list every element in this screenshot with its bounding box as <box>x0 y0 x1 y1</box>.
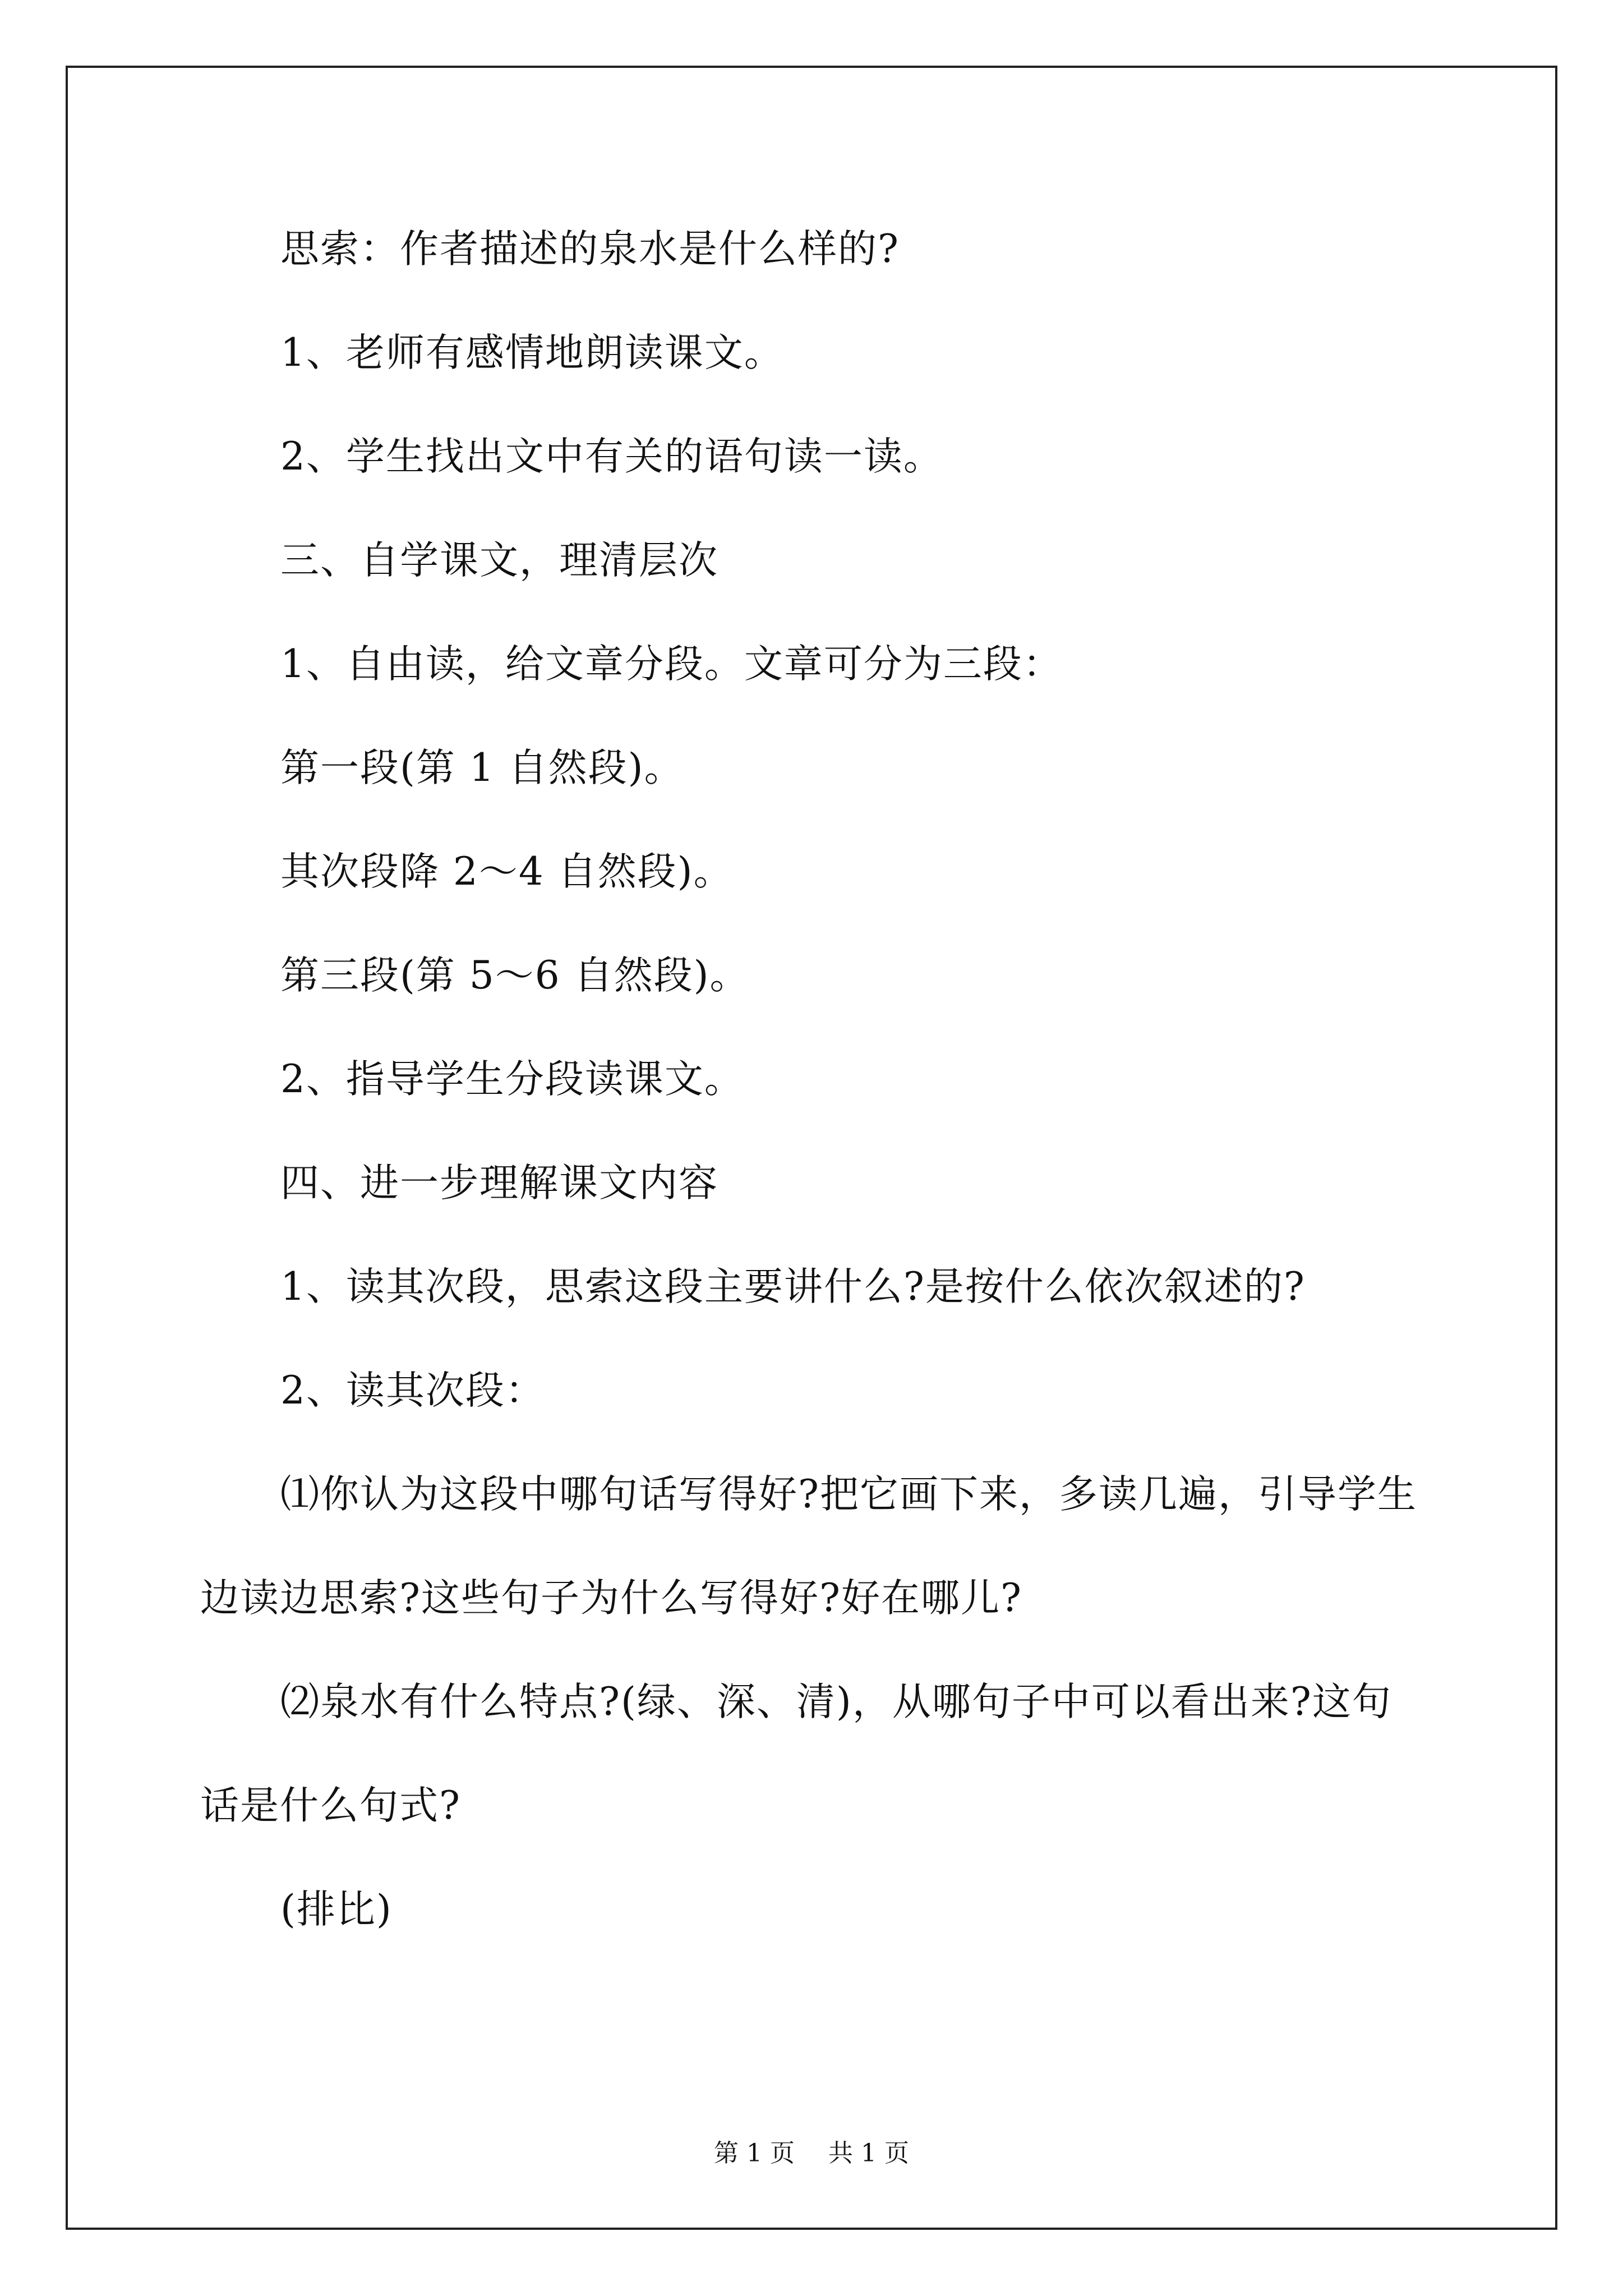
text-line: 第一段(第 1 自然段)。 <box>280 746 684 790</box>
text-line: 2、指导学生分段读课文。 <box>280 1057 744 1102</box>
text-line: 1、老师有感情地朗读课文。 <box>280 330 784 375</box>
text-line: ⑵泉水有什么特点?(绿、深、清)，从哪句子中可以看出来?这句 <box>280 1680 1392 1724</box>
text-line: 第三段(第 5～6 自然段)。 <box>280 953 750 998</box>
text-line: 其次段降 2～4 自然段)。 <box>280 849 734 894</box>
section-heading: 三、自学课文，理清层次 <box>280 538 718 583</box>
text-line: (排比) <box>280 1887 393 1932</box>
page-total: 共 1 页 <box>828 2139 909 2168</box>
text-line: 2、学生找出文中有关的语句读一读。 <box>280 434 943 479</box>
text-line: 2、读其次段： <box>280 1368 545 1413</box>
page-number: 第 1 页 <box>714 2139 795 2168</box>
text-line: 1、自由读，给文章分段。文章可分为三段： <box>280 642 1063 687</box>
text-line: 话是什么句式? <box>200 1783 461 1828</box>
text-line: 1、读其次段，思索这段主要讲什么?是按什么依次叙述的? <box>280 1264 1306 1309</box>
text-line: 思索：作者描述的泉水是什么样的? <box>280 227 900 272</box>
section-heading: 四、进一步理解课文内容 <box>280 1161 718 1205</box>
text-line: ⑴你认为这段中哪句话写得好?把它画下来，多读几遍，引导学生 <box>280 1472 1417 1517</box>
text-line: 边读边思索?这些句子为什么写得好?好在哪儿? <box>200 1576 1022 1621</box>
page-footer <box>0 2141 1623 2166</box>
